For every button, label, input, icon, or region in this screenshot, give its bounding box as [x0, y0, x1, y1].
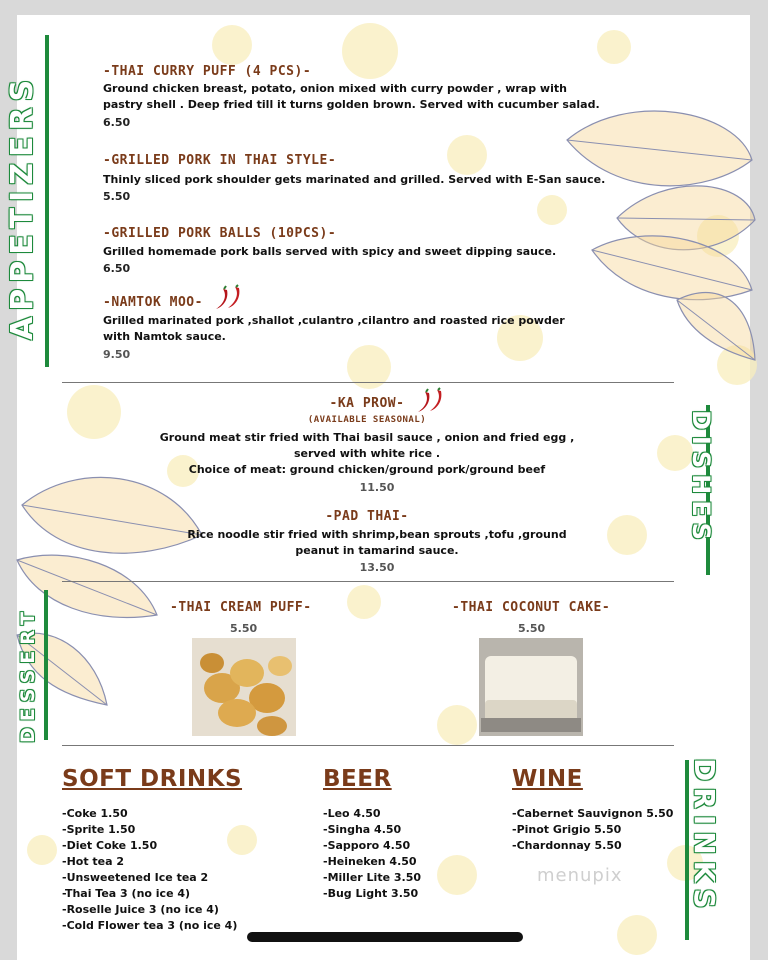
item-description: Ground chicken breast, potato, onion mixed with curry powder , wrap with pastry shell . Deep fried till it turns golden brown. Served with cucumber salad. [103, 82, 600, 111]
menu-page: APPETIZERS DISHES DESSERT DRINKS -THAI CURRY PUFF (4 PCS)- Ground chicken breast, potato, onion mixed with curry powder , wrap with pastry shell . Deep fried till it turns golden brown. Served with cucumber salad. 6.50 -GRILLED PORK IN THAI STYLE- Thinly sliced pork shoulder gets marinated and grilled. Served with E-San sauce. 5.50 -GRILLED PORK BALLS (10PCS)- Grilled homemade pork balls served with spicy and sweet dipping sauce. 6.50 -NAMTOK MOO- Grilled marinated pork ,shallot ,culantro ,cilantro and roasted rice powder with Namtok sauce. 9.50 -KA PROW- (AVAILABLE SEASONAL) Ground meat stir fried with Thai basil sauce , onion and fried egg , served with white rice . Choice of meat: ground chicken/ground pork/ground beef 11.50 -PAD THAI- Rice noodle stir fried with shrimp,bean sprouts ,tofu ,ground peanut in tamarind sauce. 13.50 -THAI CREAM PUFF- 5.50 -THAI COCONUT CAKE- 5.50 SOFT DRINKS -Coke 1.50 -Sprite 1.50 -Diet Coke 1.50 -Hot tea 2 -Unsweetened Ice tea 2 -Thai Tea 3 (no ice 4) -Roselle Juice 3 (no ice 4) -Cold Flower tea 3 (no ice 4) BEER -Leo 4.50 -Singha 4.50 -Sapporo 4.50 -Heineken 4.50 -Miller Lite 3.50 -Bug Light 3.50 WINE -Cabernet Sauvignon 5.50 -Pinot Grigio 5.50 -Chardonnay 5.50 menupix [17, 15, 750, 960]
bg-dot [597, 30, 631, 64]
item-title: -THAI CURRY PUFF (4 PCS)- [103, 64, 312, 79]
item-price: 5.50 [518, 622, 546, 635]
list-item: -Leo 4.50 [323, 807, 381, 820]
bg-dot [347, 585, 381, 619]
bg-dot [342, 23, 398, 79]
list-item: -Bug Light 3.50 [323, 887, 419, 900]
list-item: -Thai Tea 3 (no ice 4) [62, 887, 191, 900]
watermark: menupix [537, 865, 623, 886]
item-title: -NAMTOK MOO- [103, 295, 203, 310]
item-title: -GRILLED PORK BALLS (10PCS)- [103, 226, 337, 241]
item-title: -GRILLED PORK IN THAI STYLE- [103, 153, 337, 168]
item-description: Grilled homemade pork balls served with spicy and sweet dipping sauce. [103, 245, 557, 258]
divider [62, 581, 674, 582]
item-price: 9.50 [103, 348, 131, 361]
drinks-list-soft [62, 806, 237, 934]
leaf-decoration-icon [537, 100, 757, 370]
coconut-cake-photo [479, 638, 583, 736]
drinks-header-wine: WINE [512, 766, 583, 792]
list-item: -Pinot Grigio 5.50 [512, 823, 622, 836]
list-item: -Roselle Juice 3 (no ice 4) [62, 903, 219, 916]
list-item: -Heineken 4.50 [323, 855, 417, 868]
item-title: -KA PROW- [329, 396, 405, 411]
list-item: -Hot tea 2 [62, 855, 125, 868]
list-item: -Miller Lite 3.50 [323, 871, 422, 884]
item-title: -PAD THAI- [325, 509, 409, 524]
drinks-list-beer [323, 806, 421, 902]
list-item: -Unsweetened Ice tea 2 [62, 871, 209, 884]
bg-dot [617, 915, 657, 955]
item-description: Rice noodle stir fried with shrimp,bean sprouts ,tofu ,ground peanut in tamarind sauce. [187, 528, 567, 557]
list-item: -Sprite 1.50 [62, 823, 136, 836]
item-title: -THAI CREAM PUFF- [170, 600, 312, 615]
bg-dot [212, 25, 252, 65]
item-title: -THAI COCONUT CAKE- [452, 600, 611, 615]
item-price: 6.50 [103, 116, 131, 129]
divider [62, 382, 674, 383]
list-item: -Singha 4.50 [323, 823, 402, 836]
bg-dot [437, 855, 477, 895]
item-description: Thinly sliced pork shoulder gets marinated and grilled. Served with E-San sauce. [103, 173, 606, 186]
item-description: Grilled marinated pork ,shallot ,culantro ,cilantro and roasted rice powder with Namtok sauce. [103, 314, 565, 343]
list-item: -Cabernet Sauvignon 5.50 [512, 807, 674, 820]
drinks-header-soft: SOFT DRINKS [62, 766, 243, 792]
item-price: 11.50 [359, 481, 395, 494]
cream-puff-photo [192, 638, 296, 736]
bg-dot [27, 835, 57, 865]
item-price: 5.50 [230, 622, 258, 635]
bg-dot [437, 705, 477, 745]
bg-dot [67, 385, 121, 439]
list-item: -Diet Coke 1.50 [62, 839, 158, 852]
item-note: (AVAILABLE SEASONAL) [307, 415, 427, 425]
item-price: 5.50 [103, 190, 131, 203]
drinks-list-wine [512, 806, 673, 854]
item-description: Ground meat stir fried with Thai basil sauce , onion and fried egg , served with white rice . Choice of meat: ground chicken/ground pork/ground beef [159, 431, 575, 476]
divider [62, 745, 674, 746]
drinks-header-beer: BEER [323, 766, 392, 792]
bg-dot [447, 135, 487, 175]
section-bar [44, 590, 48, 740]
section-bar [45, 35, 49, 367]
list-item: -Coke 1.50 [62, 807, 128, 820]
list-item: -Chardonnay 5.50 [512, 839, 622, 852]
chili-pepper-icon [415, 388, 447, 414]
chili-pepper-icon [213, 285, 245, 311]
home-indicator[interactable] [247, 932, 523, 942]
item-price: 13.50 [359, 561, 395, 574]
item-price: 6.50 [103, 262, 131, 275]
list-item: -Cold Flower tea 3 (no ice 4) [62, 919, 238, 932]
list-item: -Sapporo 4.50 [323, 839, 411, 852]
